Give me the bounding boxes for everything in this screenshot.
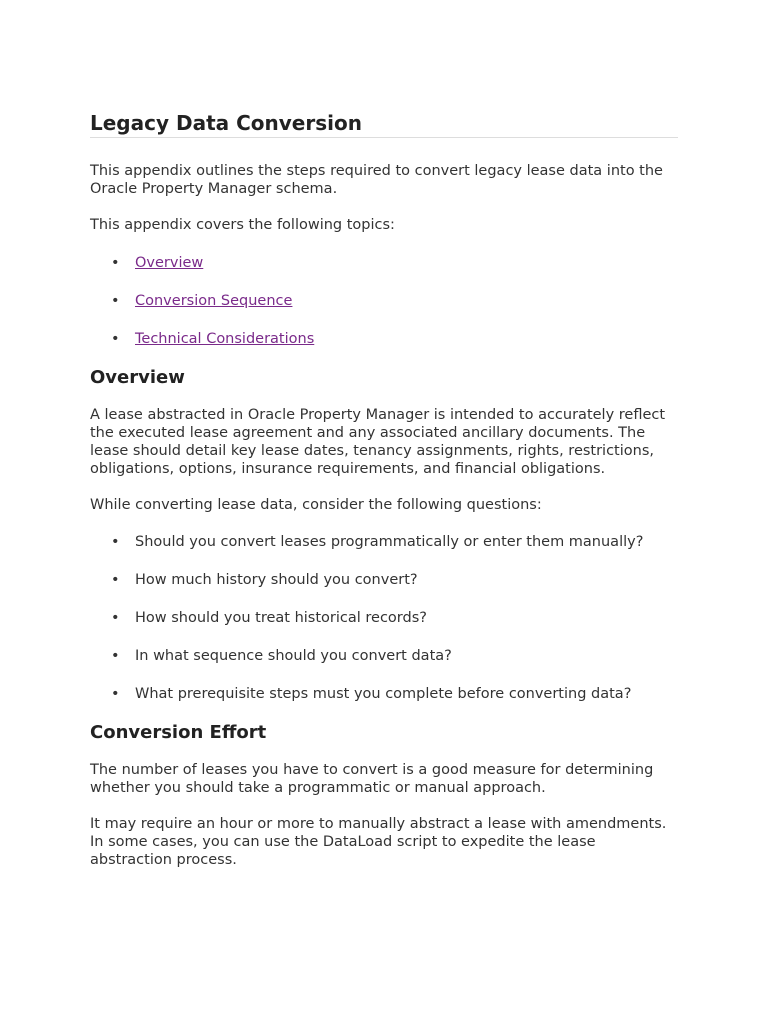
overview-paragraph: A lease abstracted in Oracle Property Manager is intended to accurately reflect the executed lease agreement and any associated ancillary documents. The lease should detail key lease dates, tenancy assignments, rights, restrictions, obligations, options, insurance requirements, and financial obligations.: [90, 407, 666, 477]
bullet-icon: •: [111, 572, 120, 588]
effort-paragraph-1: The number of leases you have to convert is a good measure for determining whether you should take a programmatic or manual approach.: [90, 762, 654, 796]
topic-link-overview[interactable]: Overview: [135, 255, 204, 271]
bullet-icon: •: [111, 255, 120, 271]
topic-link-conversion-sequence[interactable]: Conversion Sequence: [135, 293, 293, 309]
list-item: [90, 533, 678, 551]
overview-heading: Overview: [90, 367, 185, 388]
bullet-icon: •: [111, 648, 120, 664]
topic-link-technical-considerations[interactable]: Technical Considerations: [135, 331, 315, 347]
bullet-icon: •: [111, 610, 120, 626]
page-title: Legacy Data Conversion: [90, 110, 678, 138]
list-item: [90, 647, 678, 665]
bullet-icon: •: [111, 534, 120, 550]
topics-list: [90, 254, 678, 348]
question-text: In what sequence should you convert data?: [135, 648, 452, 664]
conversion-effort-heading: Conversion Effort: [90, 722, 267, 743]
list-item: [90, 609, 678, 627]
questions-list: [90, 533, 678, 703]
question-text: Should you convert leases programmatically or enter them manually?: [135, 534, 644, 550]
list-item: [90, 292, 678, 310]
intro-paragraph: This appendix outlines the steps required to convert legacy lease data into the Oracle Property Manager schema.: [90, 163, 663, 197]
effort-paragraph-2: It may require an hour or more to manually abstract a lease with amendments. In some cases, you can use the DataLoad script to expedite the lease abstraction process.: [90, 816, 667, 868]
question-text: How should you treat historical records?: [135, 610, 427, 626]
questions-intro: While converting lease data, consider the following questions:: [90, 497, 542, 513]
list-item: [90, 685, 678, 703]
document-page: [90, 110, 678, 869]
list-item: [90, 571, 678, 589]
topics-intro: This appendix covers the following topics:: [90, 217, 395, 233]
list-item: [90, 254, 678, 272]
question-text: What prerequisite steps must you complete before converting data?: [135, 686, 632, 702]
bullet-icon: •: [111, 686, 120, 702]
list-item: [90, 330, 678, 348]
bullet-icon: •: [111, 331, 120, 347]
bullet-icon: •: [111, 293, 120, 309]
question-text: How much history should you convert?: [135, 572, 418, 588]
